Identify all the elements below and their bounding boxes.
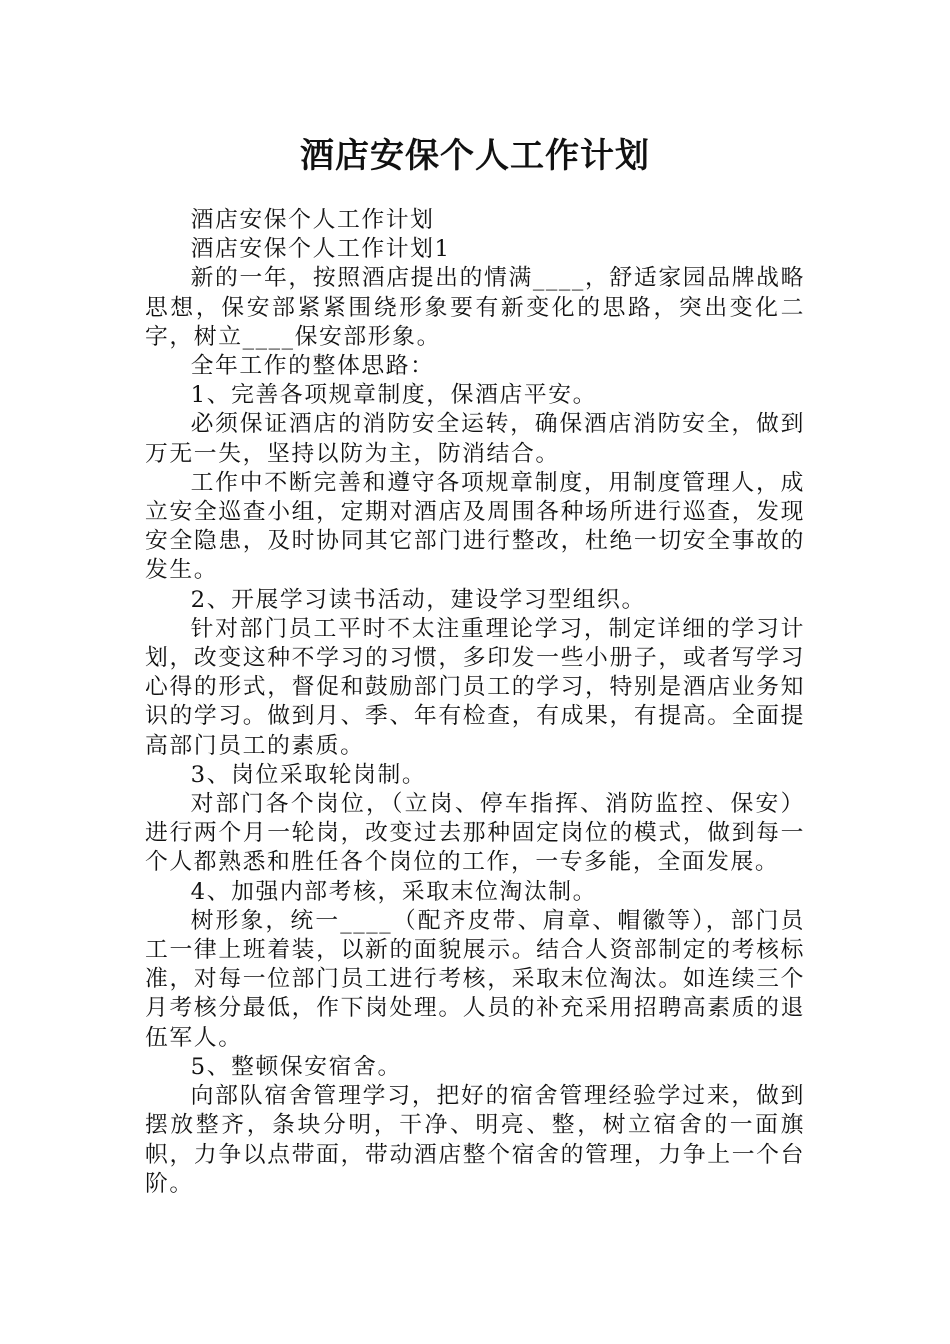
paragraph-item-3-body: 对部门各个岗位，（立岗、停车指挥、消防监控、保安）进行两个月一轮岗，改变过去那种固定岗位的模式，做到每一个人都熟悉和胜任各个岗位的工作，一专多能，全面发展。 bbox=[145, 791, 805, 876]
paragraph-item-3-heading: 3、岗位采取轮岗制。 bbox=[190, 761, 427, 788]
paragraph-item-1-body-a: 必须保证酒店的消防安全运转，确保酒店消防安全，做到万无一失，坚持以防为主，防消结合。 bbox=[145, 411, 805, 467]
paragraph-overall-approach: 全年工作的整体思路： bbox=[190, 353, 435, 380]
paragraph-item-2-body: 针对部门员工平时不太注重理论学习，制定详细的学习计划，改变这种不学习的习惯，多印发一些小册子，或者写学习心得的形式，督促和鼓励部门员工的学习，特别是酒店业务知识的学习。做到月、季、年有检查，有成果，有提高。全面提高部门员工的素质。 bbox=[145, 615, 805, 759]
paragraph-item-4-heading: 4、加强内部考核，采取末位淘汰制。 bbox=[190, 878, 598, 905]
paragraph-item-4-body: 树形象，统一____（配齐皮带、肩章、帽徽等），部门员工一律上班着装，以新的面貌展示。结合人资部制定的考核标准，对每一位部门员工进行考核，采取末位淘汰。如连续三个月考核分最低，作下岗处理。人员的补充采用招聘高素质的退伍军人。 bbox=[145, 907, 805, 1051]
paragraph-section-heading: 酒店安保个人工作计划1 bbox=[190, 236, 451, 263]
paragraph-item-5-body: 向部队宿舍管理学习，把好的宿舍管理经验学过来，做到摆放整齐，条块分明，干净、明亮、整，树立宿舍的一面旗帜，力争以点带面，带动酒店整个宿舍的管理，力争上一个台阶。 bbox=[145, 1083, 805, 1197]
paragraph-item-2-heading: 2、开展学习读书活动，建设学习型组织。 bbox=[190, 586, 646, 613]
paragraph-item-1-body-b: 工作中不断完善和遵守各项规章制度，用制度管理人，成立安全巡查小组，定期对酒店及周围各种场所进行巡查，发现安全隐患，及时协同其它部门进行整改，杜绝一切安全事故的发生。 bbox=[145, 469, 805, 584]
paragraph-item-1-heading: 1、完善各项规章制度，保酒店平安。 bbox=[190, 382, 598, 409]
document-body bbox=[145, 206, 805, 1199]
paragraph-subtitle: 酒店安保个人工作计划 bbox=[190, 207, 435, 233]
paragraph-intro: 新的一年，按照酒店提出的情满____，舒适家园品牌战略思想，保安部紧紧围绕形象要有新变化的思路，突出变化二字，树立____保安部形象。 bbox=[145, 265, 805, 350]
paragraph-item-5-heading: 5、整顿保安宿舍。 bbox=[190, 1053, 402, 1080]
document-title: 酒店安保个人工作计划 bbox=[300, 136, 650, 176]
